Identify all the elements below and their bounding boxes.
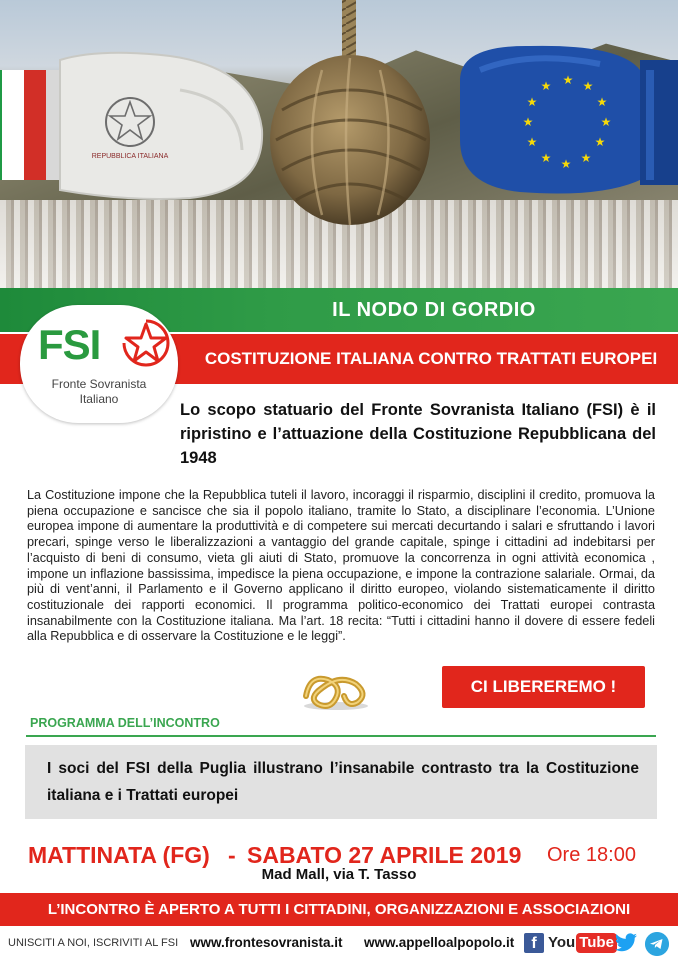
italian-boxing-glove [0, 50, 270, 200]
eu-boxing-glove [450, 40, 678, 200]
star-icon [118, 315, 174, 371]
svg-text:★: ★ [582, 79, 594, 93]
svg-text:★: ★ [594, 135, 606, 149]
event-time: Ore 18:00 [547, 844, 636, 866]
hero-image [0, 0, 678, 300]
programma-box [25, 745, 657, 819]
youtube-you: You [548, 934, 576, 951]
website-frontesovranista[interactable]: www.frontesovranista.it [190, 935, 343, 950]
logo-acronym: FSI [38, 321, 101, 368]
body-paragraph: La Costituzione impone che la Repubblica tuteli il lavoro, incoraggi il risparmio, disciplini il credito, promuova la piena occupazione e sancisce che sia il popolo italiano, tramite lo Stato, a disciplinare l’economia. L’Unione europea impone di aumentare la produttività e di competere sui mercati decurtando i salari e sfruttando i lavori precari, spinge verso le liberalizzazioni a vantaggio del grande capitale, spinge i cittadini ad indebitarsi per l’acquisto di beni di consumo, vieta gli aiuti di Stato, promuove la concorrenza in ogni attività economica , impone un inflazione bassissima, impedisce la piena occupazione, e impone la contrazione salariale. Ormai, da più di vent’anni, il Parlamento e il Governo applicano il diritto europeo, violando sistematicamente il diritto costituzionale dei rapporti economici. Il programma politico-economico dei Trattati europei contrasta insanabilmente con la Costituzione italiana. Ma l’art. 18 recita: “Tutti i cittadini hanno il dovere di essere fedeli alla Repubblica e di osservare la Costituzione e le leggi”. [27, 488, 655, 644]
svg-text:★: ★ [600, 115, 612, 129]
svg-text:★: ★ [596, 95, 608, 109]
fsi-logo [20, 305, 178, 423]
logo-line-2: Italiano [79, 392, 119, 406]
footer [0, 926, 678, 960]
event-separator: - [228, 842, 236, 868]
programma-text: I soci del FSI della Puglia illustrano l’insanabile contrasto tra la Costituzione italiana e i Trattati europei [47, 760, 639, 804]
programma-label: PROGRAMMA DELL’INCONTRO [30, 716, 220, 730]
svg-text:★: ★ [580, 151, 592, 165]
website-appelloalpopolo[interactable]: www.appelloalpopolo.it [364, 935, 515, 950]
programma-divider [26, 735, 656, 737]
svg-text:★: ★ [560, 157, 572, 171]
facebook-icon[interactable]: f [524, 933, 544, 953]
event-place: MATTINATA (FG) [28, 842, 210, 868]
svg-text:★: ★ [540, 79, 552, 93]
page-title: IL NODO DI GORDIO [332, 299, 536, 321]
intro-statement: Lo scopo statuario del Fronte Sovranista Italiano (FSI) è il ripristino e l’attuazione della Costituzione Repubblicana del 1948 [180, 401, 656, 467]
telegram-icon[interactable] [645, 932, 669, 956]
svg-text:★: ★ [540, 151, 552, 165]
golden-knot-image [296, 666, 376, 712]
svg-text:★: ★ [526, 135, 538, 149]
logo-line-1: Fronte Sovranista [51, 377, 147, 391]
open-to-all-banner: L’INCONTRO È APERTO A TUTTI I CITTADINI, ORGANIZZAZIONI E ASSOCIAZIONI [0, 893, 678, 926]
svg-text:★: ★ [522, 115, 534, 129]
page-subtitle: COSTITUZIONE ITALIANA CONTRO TRATTATI EUROPEI [204, 349, 658, 368]
gordian-knot-rope [262, 0, 437, 230]
event-date: SABATO 27 APRILE 2019 [247, 842, 522, 868]
event-venue: Mad Mall, via T. Tasso [261, 866, 417, 883]
svg-text:★: ★ [526, 95, 538, 109]
youtube-tube: Tube [576, 933, 617, 953]
svg-text:★: ★ [562, 73, 574, 87]
ci-libereremo-banner: CI LIBEREREMO ! [442, 666, 645, 708]
youtube-icon[interactable] [548, 933, 617, 953]
emblem-text: REPUBBLICA ITALIANA [91, 153, 169, 160]
join-text: UNISCITI A NOI, ISCRIVITI AL FSI [8, 937, 179, 949]
twitter-icon[interactable] [614, 933, 638, 953]
